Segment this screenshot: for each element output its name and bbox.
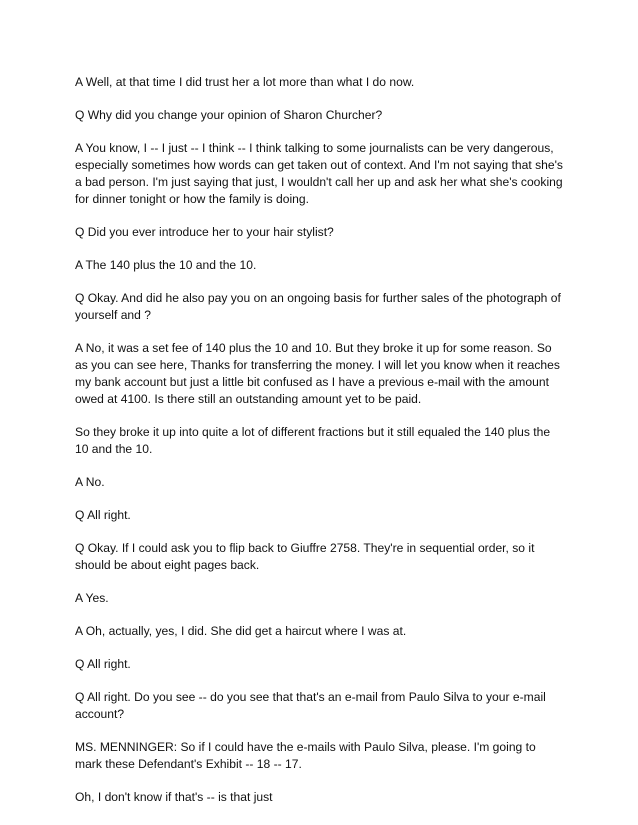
transcript-paragraph-15: Q All right. Do you see -- do you see that that's an e-mail from Paulo Silva to your e-mail account? (75, 690, 546, 721)
transcript-paragraph-7: A No, it was a set fee of 140 plus the 10 and 10. But they broke it up for some reason. So as you can see here, Thanks for transferring the money. I will let you know when it reaches my bank account but just a little bit confused as I have a previous e-mail with the amount owed at 4100. Is there still an outstanding amount yet to be paid. (75, 341, 560, 406)
transcript-paragraph-3: A You know, I -- I just -- I think -- I think talking to some journalists can be very dangerous, especially sometimes how words can get taken out of context. And I'm not saying that she's a bad person. I'm just saying that just, I wouldn't call her up and ask her what she's cooking for dinner tonight or how the family is doing. (75, 141, 563, 206)
transcript-paragraph-4: Q Did you ever introduce her to your hair stylist? (75, 225, 334, 239)
transcript-paragraph-12: A Yes. (75, 591, 109, 605)
transcript-paragraph-5: A The 140 plus the 10 and the 10. (75, 258, 257, 272)
transcript-paragraph-11: Q Okay. If I could ask you to flip back to Giuffre 2758. They're in sequential order, so it should be about eight pages back. (75, 541, 535, 572)
transcript-paragraph-2: Q Why did you change your opinion of Sharon Churcher? (75, 108, 383, 122)
transcript-paragraph-1: A Well, at that time I did trust her a lot more than what I do now. (75, 75, 415, 89)
transcript-paragraph-14: Q All right. (75, 657, 131, 671)
transcript-paragraph-13: A Oh, actually, yes, I did. She did get a haircut where I was at. (75, 624, 407, 638)
transcript-paragraph-16: MS. MENNINGER: So if I could have the e-mails with Paulo Silva, please. I'm going to mark these Defendant's Exhibit -- 18 -- 17. (75, 740, 536, 771)
transcript-paragraph-17: Oh, I don't know if that's -- is that just (75, 790, 273, 804)
document-page (75, 74, 565, 822)
transcript-paragraph-10: Q All right. (75, 508, 131, 522)
transcript-paragraph-9: A No. (75, 475, 105, 489)
transcript-paragraph-8: So they broke it up into quite a lot of different fractions but it still equaled the 140 plus the 10 and the 10. (75, 425, 551, 456)
transcript-paragraph-6: Q Okay. And did he also pay you on an ongoing basis for further sales of the photograph of yourself and ? (75, 291, 561, 322)
